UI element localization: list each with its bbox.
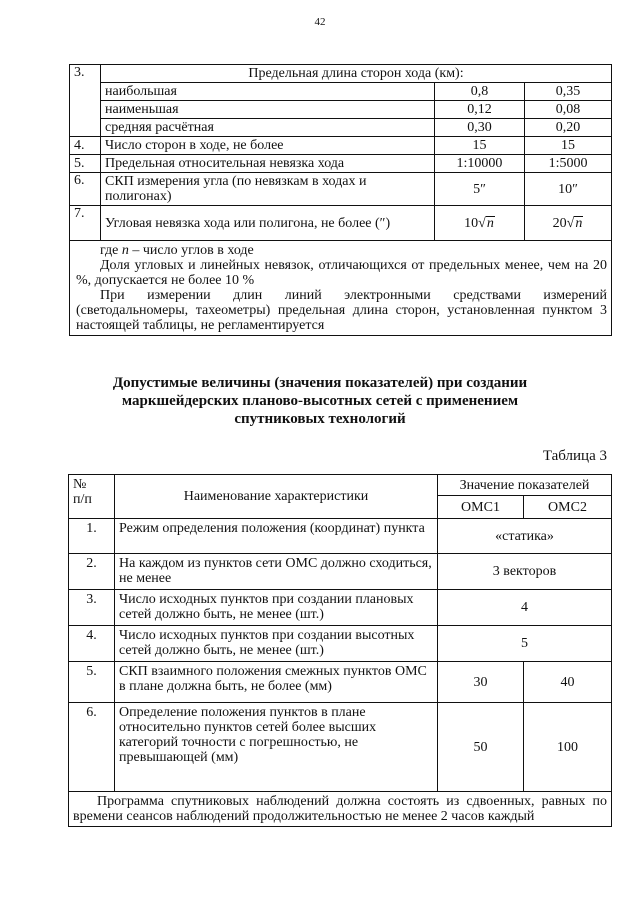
note-text: где bbox=[100, 243, 122, 258]
note-text: – число углов в ходе bbox=[128, 243, 254, 258]
value-cell: 3 векторов bbox=[438, 554, 612, 590]
row-label: Определение положения пунктов в плане относительно пунктов сетей более высших категорий точности с погрешностью, не превышающей (мм) bbox=[115, 703, 438, 792]
radicand: n bbox=[486, 215, 494, 231]
value-cell: 50 bbox=[438, 703, 524, 792]
row-number: 7. bbox=[70, 206, 101, 241]
table-row bbox=[70, 119, 612, 137]
table-caption: Таблица 3 bbox=[542, 448, 607, 464]
header-number-symbol: № bbox=[73, 477, 87, 492]
value-cell: 5″ bbox=[435, 173, 525, 206]
row-number: 3. bbox=[70, 65, 101, 137]
header-name: Наименование характеристики bbox=[115, 475, 438, 519]
row-label: Число исходных пунктов при создании плановых сетей должно быть, не менее (шт.) bbox=[115, 590, 438, 626]
row-label: Число сторон в ходе, не более bbox=[101, 137, 435, 155]
table-row bbox=[69, 626, 612, 662]
table-row bbox=[70, 155, 612, 173]
row-number: 5. bbox=[70, 155, 101, 173]
notes-row bbox=[70, 241, 612, 336]
header-col-oms2: ОМС2 bbox=[524, 496, 612, 519]
sqrt-sign: √ bbox=[478, 215, 486, 231]
row-number: 2. bbox=[69, 554, 115, 590]
table-row bbox=[70, 83, 612, 101]
value-cell: 30 bbox=[438, 662, 524, 703]
page-number: 42 bbox=[314, 16, 326, 28]
table-row bbox=[69, 554, 612, 590]
table-row bbox=[69, 590, 612, 626]
table-row bbox=[70, 101, 612, 119]
table-row bbox=[70, 65, 612, 83]
value-cell: 1:5000 bbox=[525, 155, 612, 173]
sqrt-sign: √ bbox=[566, 215, 575, 231]
value-cell bbox=[435, 206, 525, 241]
row-label: СКП взаимного положения смежных пунктов ОМС в плане должна быть, не более (мм) bbox=[115, 662, 438, 703]
row-label: наибольшая bbox=[101, 83, 435, 101]
value-cell: 4 bbox=[438, 590, 612, 626]
value-cell: 100 bbox=[524, 703, 612, 792]
value-cell: 40 bbox=[524, 662, 612, 703]
row-label: На каждом из пунктов сети ОМС должно сходиться, не менее bbox=[115, 554, 438, 590]
note-3: При измерении длин линий электронными средствами измерений (светодальномеры, тахеометры) предельная длина сторон, установленная пунктом 3 настоящей таблицы, не регламентируется bbox=[76, 288, 608, 333]
satellite-network-table bbox=[68, 474, 612, 827]
row-label: Режим определения положения (координат) пункта bbox=[115, 519, 438, 554]
row-number: 6. bbox=[70, 173, 101, 206]
value-cell: 0,30 bbox=[435, 119, 525, 137]
row-number: 6. bbox=[69, 703, 115, 792]
row-number: 1. bbox=[69, 519, 115, 554]
row-title: Предельная длина сторон хода (км): bbox=[101, 65, 612, 83]
header-values: Значение показателей bbox=[438, 475, 612, 496]
row-label: средняя расчётная bbox=[101, 119, 435, 137]
row-number: 3. bbox=[69, 590, 115, 626]
value-cell bbox=[525, 206, 612, 241]
value-cell: 0,35 bbox=[525, 83, 612, 101]
header-row bbox=[69, 475, 612, 496]
note-2: Доля угловых и линейных невязок, отличающихся от предельных менее, чем на 20 %, допускается не более 10 % bbox=[76, 258, 608, 288]
value-cell: 0,8 bbox=[435, 83, 525, 101]
table-row bbox=[70, 173, 612, 206]
tolerance-table-continued bbox=[69, 64, 612, 336]
row-label: Угловая невязка хода или полигона, не более (″) bbox=[101, 206, 435, 241]
row-number: 5. bbox=[69, 662, 115, 703]
footer-text: Программа спутниковых наблюдений должна состоять из сдвоенных, равных по времени сеансов наблюдений продолжительностью не менее 2 часов каждый bbox=[73, 794, 608, 824]
table-row bbox=[70, 137, 612, 155]
row-number: 4. bbox=[69, 626, 115, 662]
value-cell: 15 bbox=[525, 137, 612, 155]
value-cell: 1:10000 bbox=[435, 155, 525, 173]
notes-cell bbox=[70, 241, 612, 336]
table-row bbox=[69, 519, 612, 554]
header-number-label: п/п bbox=[73, 492, 92, 507]
table-row bbox=[69, 662, 612, 703]
row-label: Число исходных пунктов при создании высотных сетей должно быть, не менее (шт.) bbox=[115, 626, 438, 662]
value-cell: 15 bbox=[435, 137, 525, 155]
section-heading: Допустимые величины (значения показателей) при создании маркшейдерских планово-высотных сетей с применением спутниковых технологий bbox=[112, 375, 528, 427]
value-cell: 10″ bbox=[525, 173, 612, 206]
value-cell: 5 bbox=[438, 626, 612, 662]
value-cell: 0,08 bbox=[525, 101, 612, 119]
header-col-oms1: ОМС1 bbox=[438, 496, 524, 519]
value-cell: 0,20 bbox=[525, 119, 612, 137]
coefficient: 20 bbox=[552, 215, 567, 231]
value-cell: «статика» bbox=[438, 519, 612, 554]
header-number bbox=[69, 475, 115, 519]
coefficient: 10 bbox=[464, 215, 479, 231]
row-number: 4. bbox=[70, 137, 101, 155]
note-variable: n bbox=[121, 243, 129, 258]
value-cell: 0,12 bbox=[435, 101, 525, 119]
row-label: наименьшая bbox=[101, 101, 435, 119]
table-row bbox=[69, 703, 612, 792]
radicand: n bbox=[575, 215, 583, 231]
footer-row bbox=[69, 792, 612, 827]
note-1 bbox=[76, 243, 607, 258]
footer-note bbox=[69, 792, 612, 827]
table-row bbox=[70, 206, 612, 241]
row-label: СКП измерения угла (по невязкам в ходах и полигонах) bbox=[101, 173, 435, 206]
row-label: Предельная относительная невязка хода bbox=[101, 155, 435, 173]
